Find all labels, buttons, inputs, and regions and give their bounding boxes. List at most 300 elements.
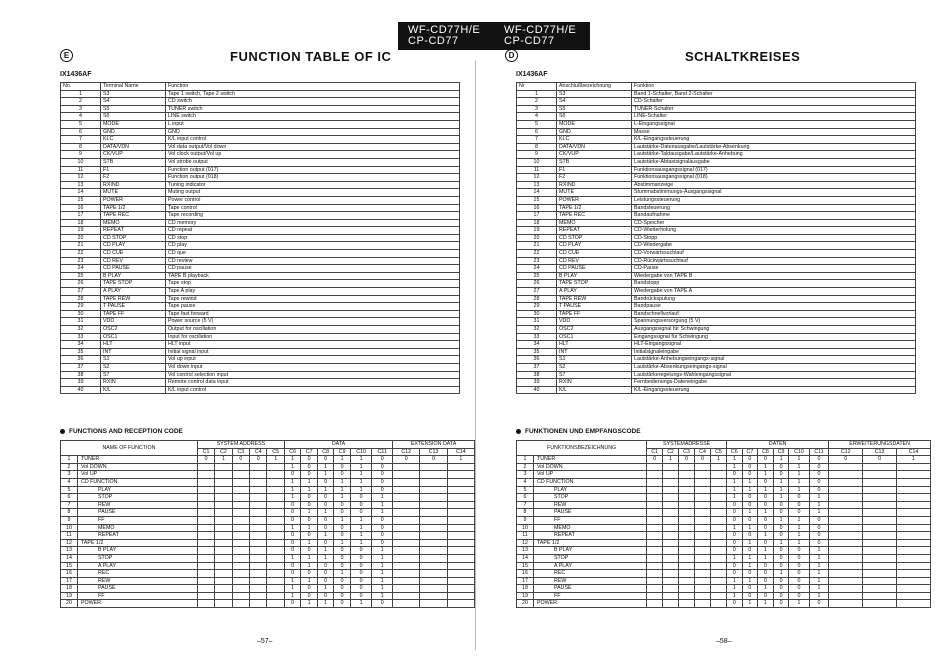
table-row: [517, 181, 916, 189]
table-row: [517, 105, 916, 113]
extension-bit: [393, 539, 420, 547]
function-description: CD pause: [166, 265, 460, 273]
extension-bit: [863, 478, 897, 486]
data-bit: 1: [742, 524, 758, 532]
data-bit: 1: [727, 577, 743, 585]
data-bit: 1: [758, 585, 774, 593]
table-row: [61, 456, 475, 464]
extension-bit: 0: [863, 456, 897, 464]
address-bit: [679, 509, 695, 517]
pin-number: 25: [517, 272, 557, 280]
address-bit: [647, 532, 663, 540]
address-bit: [679, 532, 695, 540]
data-bit: 1: [727, 592, 743, 600]
pin-number: 7: [61, 136, 101, 144]
data-bit: 1: [372, 501, 393, 509]
pin-number: 9: [517, 151, 557, 159]
address-bit: [250, 592, 267, 600]
extension-bit: [447, 524, 474, 532]
function-description: Wiedergabe von TAPE A: [632, 288, 916, 296]
column-header: C4: [695, 448, 711, 456]
function-description: Input for oscillation: [166, 333, 460, 341]
extension-bit: [896, 509, 930, 517]
extension-bit: [829, 592, 863, 600]
pin-number: 14: [517, 189, 557, 197]
function-description: HLT input: [166, 341, 460, 349]
function-name: MEMO: [78, 524, 198, 532]
data-bit: 1: [284, 577, 301, 585]
data-bit: 0: [284, 539, 301, 547]
extension-bit: [896, 585, 930, 593]
data-bit: 0: [773, 600, 789, 608]
address-bit: [647, 592, 663, 600]
address-bit: [695, 509, 711, 517]
extension-bit: [829, 554, 863, 562]
row-number: 7: [517, 501, 534, 509]
address-bit: [679, 494, 695, 502]
terminal-name: MODE: [101, 120, 166, 128]
address-bit: 0: [679, 456, 695, 464]
function-description: Spannungsversorgung (5 V): [632, 318, 916, 326]
pin-number: 6: [517, 128, 557, 136]
extension-bit: [829, 501, 863, 509]
table-row: [61, 265, 460, 273]
terminal-name: MEMO: [101, 219, 166, 227]
table-row: [517, 363, 916, 371]
function-description: Band 1-Schalter, Band 2-Schalter: [632, 90, 916, 98]
column-header: C13: [863, 448, 897, 456]
pin-number: 14: [61, 189, 101, 197]
table-row: [517, 348, 916, 356]
address-bit: [215, 532, 232, 540]
data-bit: 0: [773, 524, 789, 532]
address-bit: [197, 478, 214, 486]
data-bit: 1: [789, 524, 809, 532]
table-row: [61, 348, 460, 356]
data-bit: 1: [727, 486, 743, 494]
address-bit: [711, 554, 727, 562]
table-row: [61, 463, 475, 471]
extension-bit: [829, 463, 863, 471]
data-bit: 1: [809, 509, 829, 517]
function-description: Masse: [632, 128, 916, 136]
column-header: C4: [250, 448, 267, 456]
terminal-name: TAPE REW: [557, 295, 632, 303]
table-row: [517, 356, 916, 364]
data-bit: 1: [284, 456, 301, 464]
table-row: [61, 371, 460, 379]
address-bit: [647, 463, 663, 471]
data-bit: 0: [317, 501, 334, 509]
data-bit: 1: [317, 547, 334, 555]
column-header: C2: [215, 448, 232, 456]
address-bit: [267, 585, 284, 593]
function-name: Vol UP: [78, 471, 198, 479]
function-description: L input: [166, 120, 460, 128]
address-bit: 0: [695, 456, 711, 464]
data-bit: 1: [809, 494, 829, 502]
pin-number: 31: [61, 318, 101, 326]
table-row: [61, 90, 460, 98]
address-bit: [679, 562, 695, 570]
address-bit: [695, 539, 711, 547]
extension-bit: [420, 547, 447, 555]
table-header-row: [61, 83, 460, 91]
pin-number: 9: [61, 151, 101, 159]
table-row: [61, 113, 460, 121]
terminal-name: CK/VUP: [557, 151, 632, 159]
data-bit: 0: [284, 509, 301, 517]
function-description: Vol up input: [166, 356, 460, 364]
data-bit: 0: [789, 547, 809, 555]
row-number: 3: [517, 471, 534, 479]
address-bit: [695, 494, 711, 502]
function-description: Eingangssignal für Schwingung: [632, 333, 916, 341]
terminal-name: REPEAT: [557, 227, 632, 235]
data-bit: 1: [317, 585, 334, 593]
data-bit: 1: [301, 524, 318, 532]
table-row: [61, 280, 460, 288]
function-description: Tape fast forward: [166, 310, 460, 318]
address-bit: [679, 570, 695, 578]
data-bit: 0: [727, 501, 743, 509]
pin-number: 35: [61, 348, 101, 356]
terminal-name: F2: [101, 174, 166, 182]
data-bit: 0: [350, 494, 371, 502]
data-bit: 1: [789, 478, 809, 486]
table-row: [61, 509, 475, 517]
table-row: [517, 227, 916, 235]
table-row: [61, 341, 460, 349]
column-header: C9: [773, 448, 789, 456]
function-description: Vol strobe output: [166, 158, 460, 166]
pin-number: 39: [517, 379, 557, 387]
table-row: [517, 539, 931, 547]
data-bit: 1: [809, 501, 829, 509]
address-bit: [647, 509, 663, 517]
function-name: Vol UP: [534, 471, 647, 479]
data-bit: 0: [773, 577, 789, 585]
data-bit: 0: [809, 463, 829, 471]
data-bit: 1: [773, 570, 789, 578]
data-bit: 1: [773, 539, 789, 547]
data-bit: 1: [809, 592, 829, 600]
extension-bit: [420, 532, 447, 540]
function-description: LINE switch: [166, 113, 460, 121]
address-bit: [250, 577, 267, 585]
table-row: [61, 547, 475, 555]
table-row: [61, 204, 460, 212]
page-number-left: –57–: [257, 638, 273, 645]
pin-number: 29: [517, 303, 557, 311]
pin-number: 36: [61, 356, 101, 364]
terminal-name: MEMO: [557, 219, 632, 227]
extension-bit: [863, 494, 897, 502]
address-bit: [197, 577, 214, 585]
pin-number: 40: [61, 386, 101, 394]
extension-bit: [447, 562, 474, 570]
table-row: [61, 600, 475, 608]
terminal-name: TAPE FF: [101, 310, 166, 318]
data-bit: 0: [350, 562, 371, 570]
extension-bit: [393, 486, 420, 494]
pin-number: 35: [517, 348, 557, 356]
data-bit: 0: [350, 501, 371, 509]
table-row: [61, 539, 475, 547]
function-name: REW: [534, 577, 647, 585]
data-bit: 1: [350, 463, 371, 471]
address-bit: 1: [215, 456, 232, 464]
data-header: DATA: [284, 441, 392, 449]
extension-bit: [393, 478, 420, 486]
data-bit: 1: [334, 456, 351, 464]
function-description: Leistungssteuerung: [632, 196, 916, 204]
pin-number: 27: [61, 288, 101, 296]
data-bit: 0: [284, 570, 301, 578]
terminal-name: S6: [557, 113, 632, 121]
function-description: Vol clock output/Vol up: [166, 151, 460, 159]
model-name-right: WF-CD77H/E: [504, 24, 577, 36]
pin-number: 3: [61, 105, 101, 113]
extension-bit: [420, 539, 447, 547]
model-name-left: WF-CD77H/E: [408, 24, 481, 36]
address-bit: [197, 547, 214, 555]
data-bit: 1: [284, 585, 301, 593]
row-number: 18: [61, 585, 78, 593]
table-row: [517, 288, 916, 296]
function-description: CD-Pause: [632, 265, 916, 273]
data-bit: 0: [372, 539, 393, 547]
address-bit: [711, 501, 727, 509]
table-row: [517, 326, 916, 334]
terminal-name: S2: [557, 363, 632, 371]
address-bit: [215, 516, 232, 524]
function-name: REC: [78, 570, 198, 578]
row-number: 1: [517, 456, 534, 464]
terminal-name: CD CUE: [557, 250, 632, 258]
table-row: [517, 113, 916, 121]
address-bit: [197, 509, 214, 517]
address-bit: [663, 585, 679, 593]
terminal-name: RXIN: [101, 379, 166, 387]
address-bit: [197, 600, 214, 608]
table-row: [517, 478, 931, 486]
address-bit: [250, 554, 267, 562]
pin-number: 37: [517, 363, 557, 371]
extension-bit: [863, 554, 897, 562]
pin-number: 28: [61, 295, 101, 303]
address-bit: [695, 516, 711, 524]
extension-bit: [829, 471, 863, 479]
address-bit: [197, 562, 214, 570]
table-row: [61, 143, 460, 151]
row-number: 8: [61, 509, 78, 517]
extension-bit: [829, 478, 863, 486]
pin-number: 2: [61, 98, 101, 106]
address-bit: [250, 471, 267, 479]
pin-number: 26: [517, 280, 557, 288]
row-number: 17: [517, 577, 534, 585]
data-bit: 1: [727, 554, 743, 562]
table-row: [61, 532, 475, 540]
extension-bit: [447, 486, 474, 494]
row-number: 4: [517, 478, 534, 486]
row-number: 16: [61, 570, 78, 578]
table-row: [517, 90, 916, 98]
pin-number: 8: [61, 143, 101, 151]
extension-bit: [393, 509, 420, 517]
address-bit: [267, 539, 284, 547]
function-description: CD que: [166, 250, 460, 258]
terminal-name: OSC2: [101, 326, 166, 334]
function-table-right: [516, 82, 916, 394]
address-bit: [695, 471, 711, 479]
pin-number: 1: [61, 90, 101, 98]
function-name: PAUSE: [78, 509, 198, 517]
data-bit: 0: [372, 478, 393, 486]
address-bit: [232, 524, 249, 532]
function-name: POWER: [534, 600, 647, 608]
table-row: [517, 196, 916, 204]
function-description: Initial signal input: [166, 348, 460, 356]
data-bit: 0: [727, 532, 743, 540]
extension-bit: 0: [829, 456, 863, 464]
address-bit: [215, 577, 232, 585]
extension-bit: [393, 463, 420, 471]
extension-bit: [896, 471, 930, 479]
extension-bit: [829, 524, 863, 532]
data-bit: 0: [334, 585, 351, 593]
data-bit: 0: [789, 509, 809, 517]
data-bit: 0: [301, 570, 318, 578]
column-header: C2: [663, 448, 679, 456]
address-bit: [232, 577, 249, 585]
terminal-name: STB: [557, 158, 632, 166]
table-row: [517, 219, 916, 227]
address-bit: [215, 539, 232, 547]
extension-bit: [447, 532, 474, 540]
table-row: [61, 227, 460, 235]
function-description: Initialsignaleingabe: [632, 348, 916, 356]
pin-number: 23: [61, 257, 101, 265]
data-bit: 0: [773, 501, 789, 509]
address-bit: [695, 600, 711, 608]
page-title-left: FUNCTION TABLE OF IC: [230, 49, 392, 64]
function-description: Tape rewind: [166, 295, 460, 303]
table-row: [61, 151, 460, 159]
extension-bit: [447, 554, 474, 562]
data-bit: 1: [758, 554, 774, 562]
function-description: CD-Wiedergabe: [632, 242, 916, 250]
data-bit: 0: [742, 570, 758, 578]
address-bit: [647, 585, 663, 593]
table-row: [61, 303, 460, 311]
data-bit: 0: [758, 577, 774, 585]
data-bit: 1: [742, 539, 758, 547]
data-bit: 0: [742, 592, 758, 600]
data-bit: 1: [372, 592, 393, 600]
data-bit: 1: [789, 532, 809, 540]
extension-bit: [863, 600, 897, 608]
function-description: Lautstärke-Anhebungseingangs-signal: [632, 356, 916, 364]
table-row: [61, 318, 460, 326]
data-bit: 0: [350, 585, 371, 593]
col-header-function: Funktion: [632, 83, 916, 91]
table-row: [517, 341, 916, 349]
extension-bit: [420, 486, 447, 494]
extension-bit: [393, 471, 420, 479]
table-row: [61, 189, 460, 197]
function-description: Tuning indicator: [166, 181, 460, 189]
address-bit: [250, 600, 267, 608]
column-header: C7: [301, 448, 318, 456]
address-bit: [679, 486, 695, 494]
column-header: C3: [679, 448, 695, 456]
extension-bit: [863, 516, 897, 524]
model-name-right-2: CP-CD77: [504, 35, 555, 47]
data-bit: 0: [758, 494, 774, 502]
address-bit: [647, 554, 663, 562]
address-bit: [232, 600, 249, 608]
address-bit: [232, 471, 249, 479]
data-bit: 0: [301, 585, 318, 593]
table-row: [61, 166, 460, 174]
table-row: [61, 478, 475, 486]
function-description: Bandpause: [632, 303, 916, 311]
data-bit: 0: [334, 592, 351, 600]
row-number: 6: [517, 494, 534, 502]
address-bit: [695, 486, 711, 494]
table-row: [61, 174, 460, 182]
function-name: STOP: [534, 554, 647, 562]
function-description: GND: [166, 128, 460, 136]
data-bit: 0: [317, 539, 334, 547]
terminal-name: S3: [101, 90, 166, 98]
row-number: 13: [517, 547, 534, 555]
data-bit: 0: [317, 562, 334, 570]
function-description: Lautstärke-Absenkungseingangs-signal: [632, 363, 916, 371]
data-bit: 0: [773, 463, 789, 471]
table-row: [517, 272, 916, 280]
terminal-name: GND: [101, 128, 166, 136]
row-number: 10: [61, 524, 78, 532]
table-row: [61, 212, 460, 220]
address-bit: [215, 471, 232, 479]
pin-number: 4: [61, 113, 101, 121]
row-number: 14: [61, 554, 78, 562]
function-description: Power source (5 V): [166, 318, 460, 326]
pin-number: 17: [517, 212, 557, 220]
table-row: [517, 379, 916, 387]
function-name: REPEAT: [78, 532, 198, 540]
language-badge-e: E: [60, 49, 73, 62]
data-bit: 0: [727, 539, 743, 547]
data-bit: 0: [334, 524, 351, 532]
table-row: [517, 295, 916, 303]
table-row: [61, 158, 460, 166]
data-bit: 0: [372, 456, 393, 464]
address-bit: [267, 532, 284, 540]
pin-number: 5: [61, 120, 101, 128]
pin-number: 23: [517, 257, 557, 265]
extension-bit: [863, 532, 897, 540]
address-bit: [267, 547, 284, 555]
address-bit: [695, 592, 711, 600]
pin-number: 18: [61, 219, 101, 227]
terminal-name: B PLAY: [557, 272, 632, 280]
table-row: [61, 98, 460, 106]
address-bit: [267, 509, 284, 517]
